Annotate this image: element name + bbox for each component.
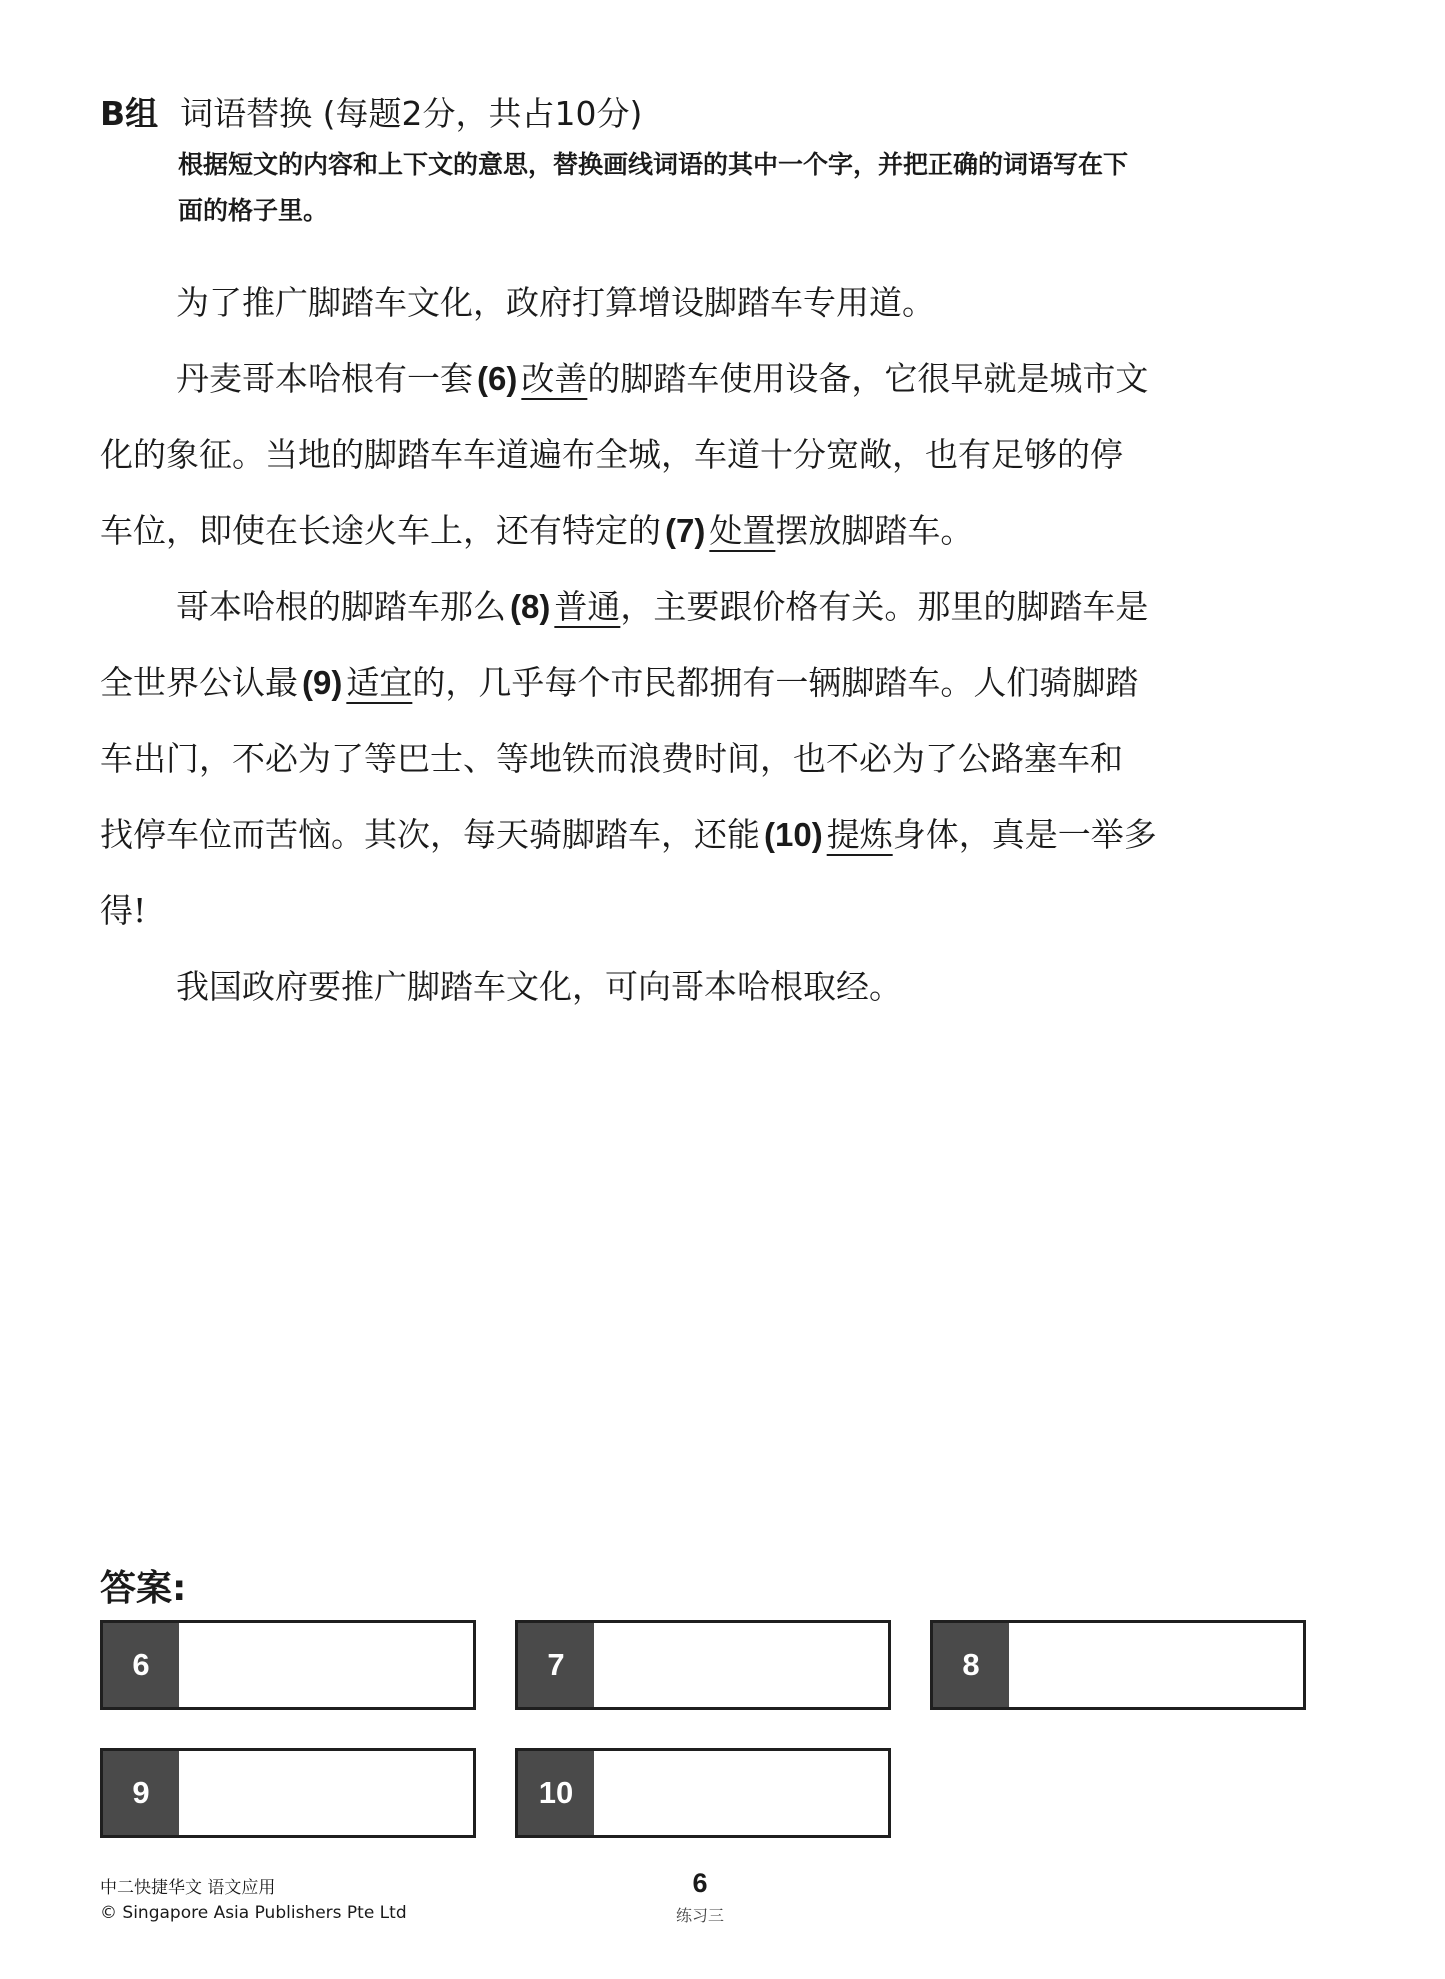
question-number-10: (10): [764, 816, 823, 853]
passage-text: 得!: [100, 891, 147, 930]
passage-text: ，主要跟价格有关。那里的脚踏车是: [620, 587, 1149, 626]
underlined-word-9: 适宜: [346, 663, 413, 702]
passage-text: 车位，即使在长途火车上，还有特定的: [100, 511, 661, 550]
passage-text: 我国政府要推广脚踏车文化，可向哥本哈根取经。: [176, 967, 902, 1006]
passage-paragraph-4: [100, 949, 1325, 1025]
passage-text: 化的象征。当地的脚踏车车道遍布全城，车道十分宽敞，也有足够的停: [100, 435, 1123, 474]
passage-text: 丹麦哥本哈根有一套: [176, 359, 473, 398]
answer-field[interactable]: [179, 1623, 473, 1707]
publisher: © Singapore Asia Publishers Pte Ltd: [100, 1903, 407, 1923]
passage-text: 摆放脚踏车。: [775, 511, 974, 550]
answer-box-9[interactable]: [100, 1748, 476, 1838]
question-number-9: (9): [302, 664, 343, 701]
passage-line: [100, 721, 1325, 797]
section-label: B组: [100, 94, 159, 133]
answer-number: 7: [518, 1623, 594, 1707]
answer-field[interactable]: [594, 1623, 888, 1707]
instruction-line-1: 根据短文的内容和上下文的意思，替换画线词语的其中一个字，并把正确的词语写在下: [178, 150, 1129, 179]
answer-number: 9: [103, 1751, 179, 1835]
passage-line: [100, 797, 1325, 873]
answer-number: 6: [103, 1623, 179, 1707]
page-number: 6: [692, 1868, 708, 1898]
passage: [100, 265, 1325, 1025]
underlined-word-10: 提炼: [826, 815, 893, 854]
passage-line: [100, 645, 1325, 721]
instruction-line-2: 面的格子里。: [178, 196, 329, 225]
answer-box-7[interactable]: [515, 1620, 891, 1710]
answer-box-8[interactable]: [930, 1620, 1306, 1710]
answer-field[interactable]: [179, 1751, 473, 1835]
instructions: [178, 142, 1338, 234]
underlined-word-8: 普通: [554, 587, 621, 626]
passage-text: 全世界公认最: [100, 663, 298, 702]
passage-line: [100, 493, 1325, 569]
question-number-7: (7): [665, 512, 706, 549]
passage-line: [100, 417, 1325, 493]
passage-text: 找停车位而苦恼。其次，每天骑脚踏车，还能: [100, 815, 760, 854]
answer-box-6[interactable]: [100, 1620, 476, 1710]
answer-number: 8: [933, 1623, 1009, 1707]
answer-number: 10: [518, 1751, 594, 1835]
section-heading: [100, 88, 642, 135]
answer-label: 答案:: [100, 1568, 187, 1609]
footer-credits: [100, 1876, 407, 1926]
answer-field[interactable]: [1009, 1623, 1303, 1707]
section-title: 词语替换 (每题2分，共占10分): [180, 94, 643, 133]
passage-text: 为了推广脚踏车文化，政府打算增设脚踏车专用道。: [176, 283, 935, 322]
book-title: 中二快捷华文 语文应用: [100, 1878, 276, 1898]
passage-line: [100, 341, 1325, 417]
passage-text: 哥本哈根的脚踏车那么: [176, 587, 506, 626]
underlined-word-7: 处置: [709, 511, 776, 550]
page-footer: [600, 1868, 800, 1926]
passage-text: 车出门，不必为了等巴士、等地铁而浪费时间，也不必为了公路塞车和: [100, 739, 1123, 778]
passage-paragraph-1: [100, 265, 1325, 341]
passage-text: 的，几乎每个市民都拥有一辆脚踏车。人们骑脚踏: [412, 663, 1139, 702]
passage-line: [100, 873, 1325, 949]
answer-field[interactable]: [594, 1751, 888, 1835]
question-number-8: (8): [510, 588, 551, 625]
answer-box-10[interactable]: [515, 1748, 891, 1838]
question-number-6: (6): [477, 360, 518, 397]
exercise-label: 练习三: [675, 1906, 724, 1925]
underlined-word-6: 改善: [521, 359, 588, 398]
passage-text: 的脚踏车使用设备，它很早就是城市文: [587, 359, 1149, 398]
passage-text: 身体，真是一举多: [892, 815, 1157, 854]
passage-line: [100, 569, 1325, 645]
